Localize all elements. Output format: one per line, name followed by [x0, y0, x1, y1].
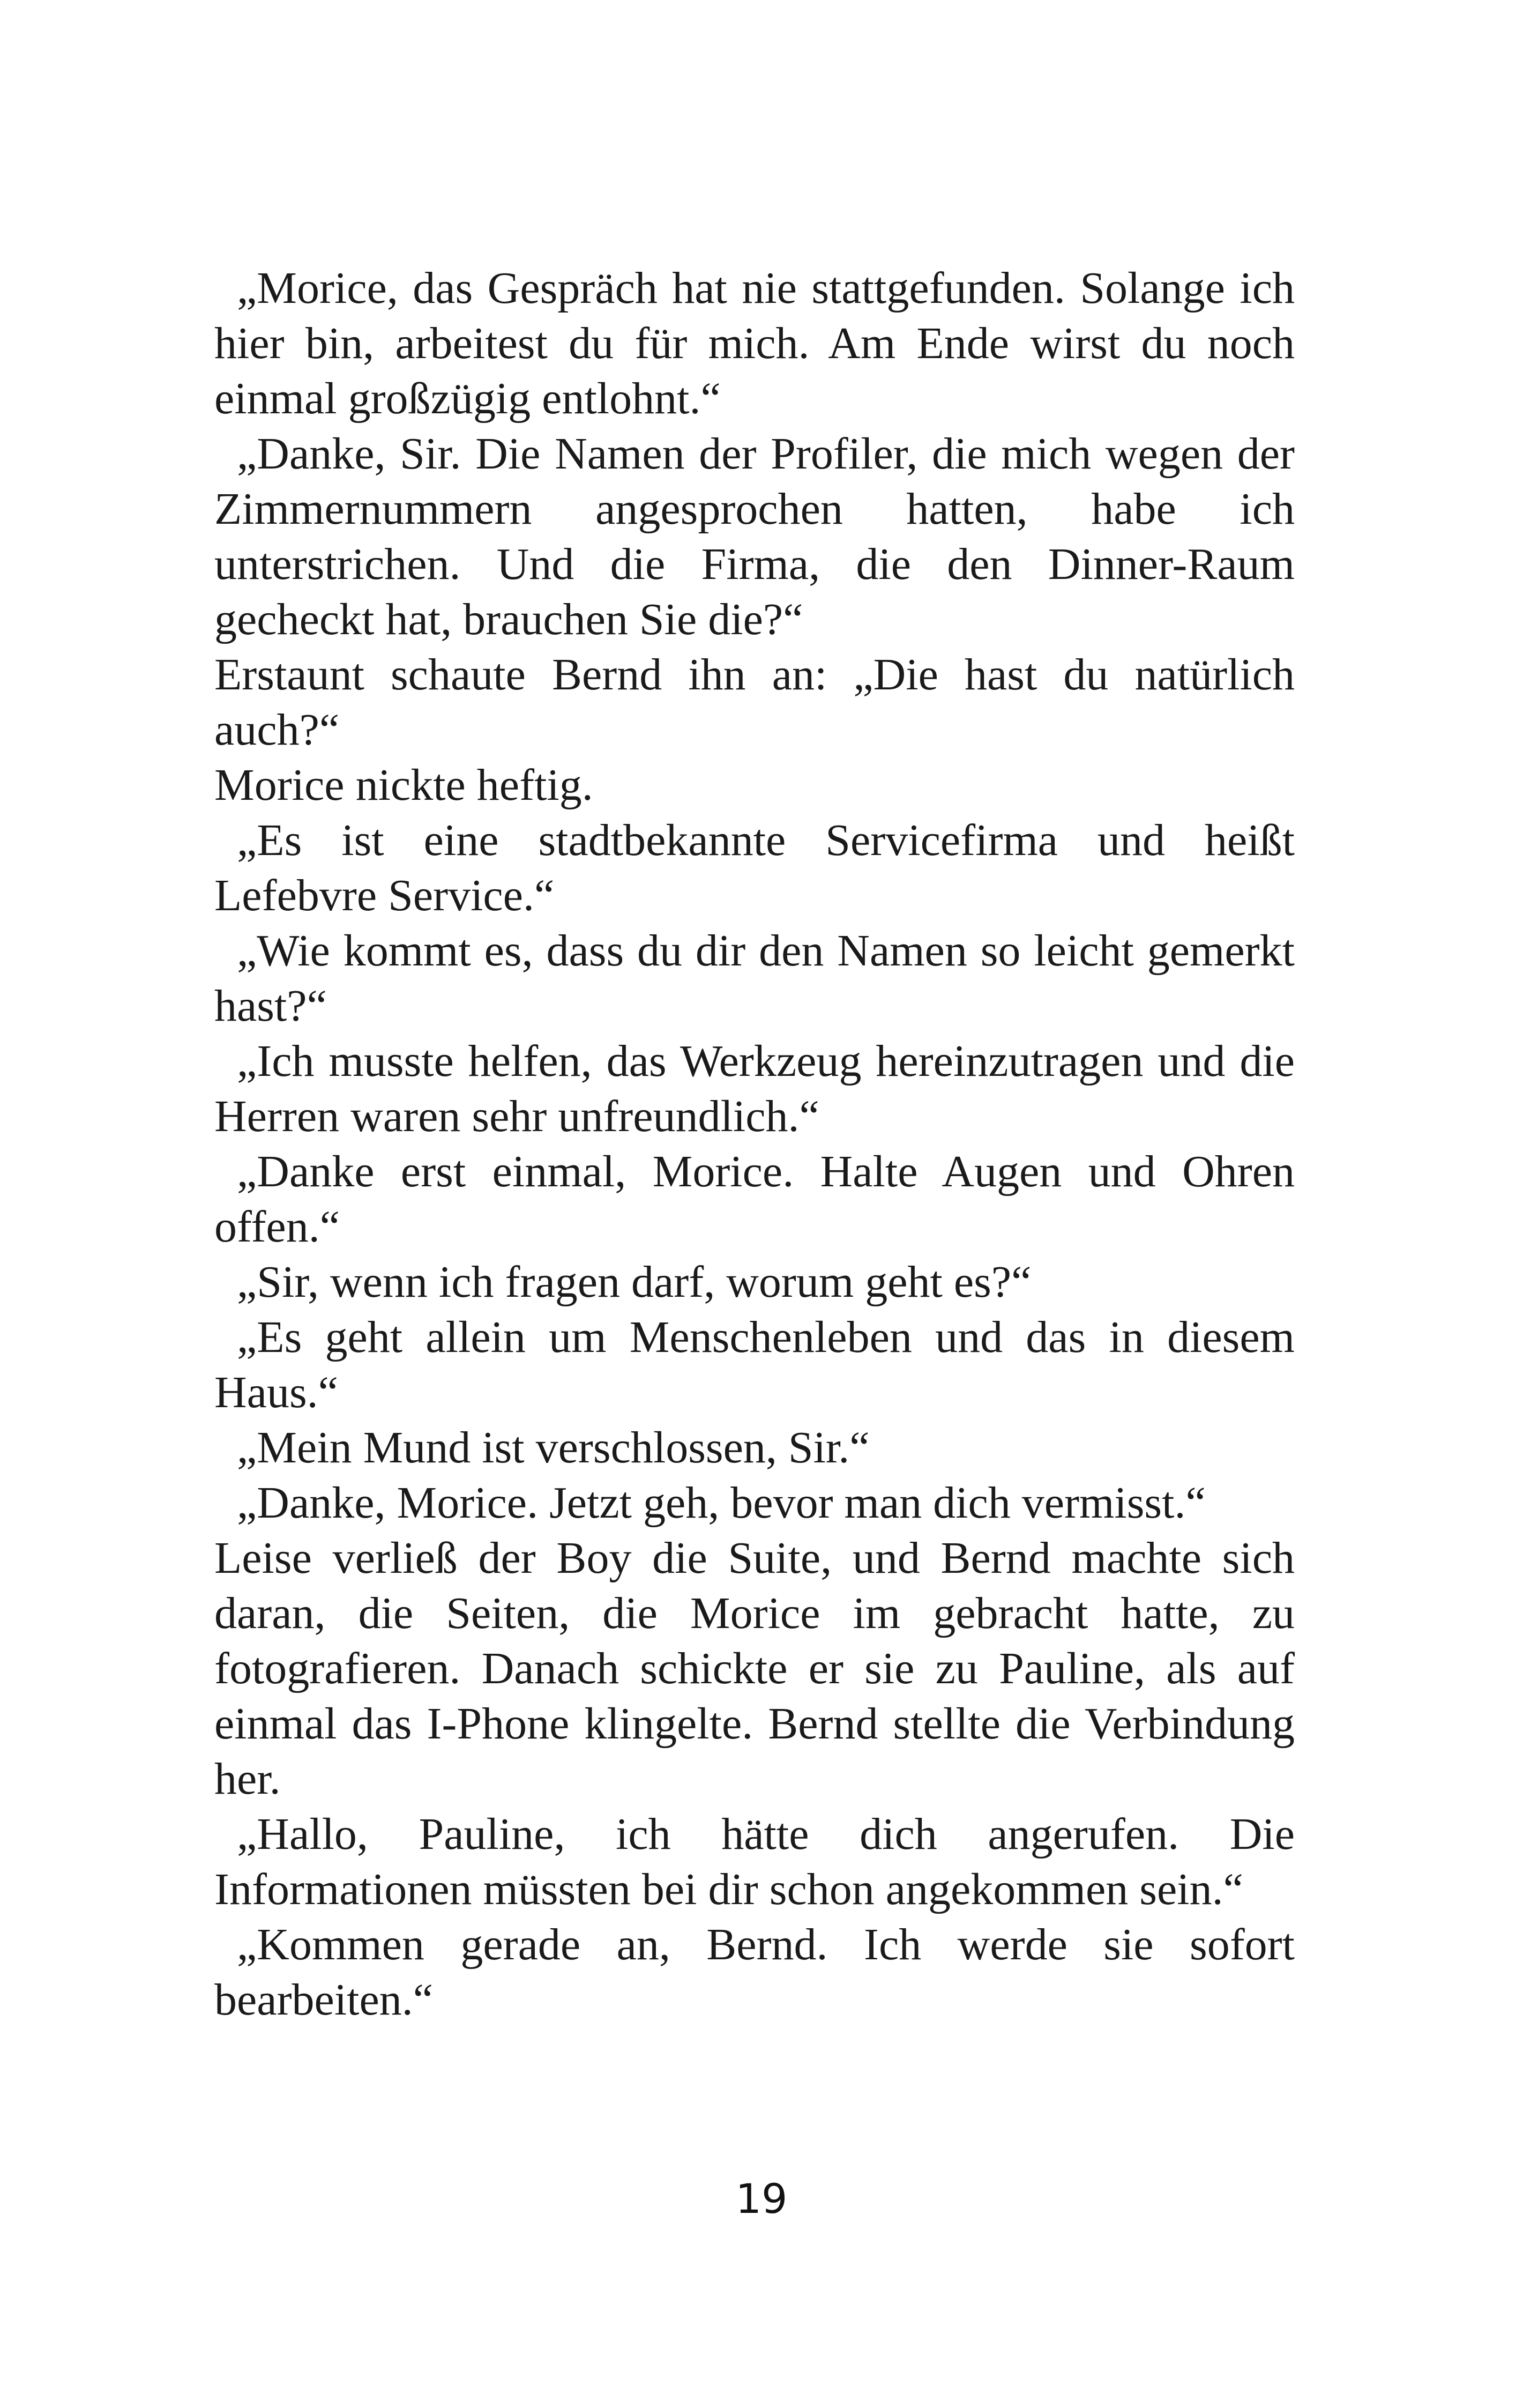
paragraph: „Wie kommt es, dass du dir den Namen so leicht gemerkt hast?“	[214, 926, 1295, 1031]
body-text	[214, 261, 1295, 2027]
paragraph: „Morice, das Gespräch hat nie stattgefunden. Solange ich hier bin, arbeitest du für mich. Am Ende wirst du noch einmal großzügig entlohnt.“	[214, 263, 1295, 423]
paragraph: „Danke, Sir. Die Namen der Profiler, die mich wegen der Zimmernummern angesprochen hatten, habe ich unterstrichen. Und die Firma, die den Dinner-Raum gecheckt hat, brauchen Sie die?“	[214, 429, 1295, 644]
paragraph: „Ich musste helfen, das Werkzeug hereinzutragen und die Herren waren sehr unfreundlich.“	[214, 1036, 1295, 1141]
paragraph: „Hallo, Pauline, ich hätte dich angerufen. Die Informationen müssten bei dir schon angekommen sein.“	[214, 1809, 1295, 1914]
paragraph: „Es geht allein um Menschenleben und das in diesem Haus.“	[214, 1312, 1295, 1417]
paragraph: „Es ist eine stadtbekannte Servicefirma und heißt Lefebvre Service.“	[214, 815, 1295, 920]
paragraph: „Danke erst einmal, Morice. Halte Augen und Ohren offen.“	[214, 1147, 1295, 1252]
paragraph: Leise verließ der Boy die Suite, und Bernd machte sich daran, die Seiten, die Morice im gebracht hatte, zu fotografieren. Danach schickte er sie zu Pauline, als auf einmal das I-Phone klingelte. Bernd stellte die Verbindung her.	[214, 1533, 1295, 1804]
paragraph: Morice nickte heftig.	[214, 760, 593, 810]
paragraph: „Danke, Morice. Jetzt geh, bevor man dich vermisst.“	[237, 1478, 1206, 1528]
paragraph: „Sir, wenn ich fragen darf, worum geht es?“	[237, 1257, 1032, 1307]
paragraph: „Kommen gerade an, Bernd. Ich werde sie sofort bearbeiten.“	[214, 1920, 1295, 2025]
page-number: 19	[735, 2175, 788, 2223]
paragraph: Erstaunt schaute Bernd ihn an: „Die hast du natürlich auch?“	[214, 650, 1295, 755]
paragraph: „Mein Mund ist verschlossen, Sir.“	[237, 1423, 870, 1473]
